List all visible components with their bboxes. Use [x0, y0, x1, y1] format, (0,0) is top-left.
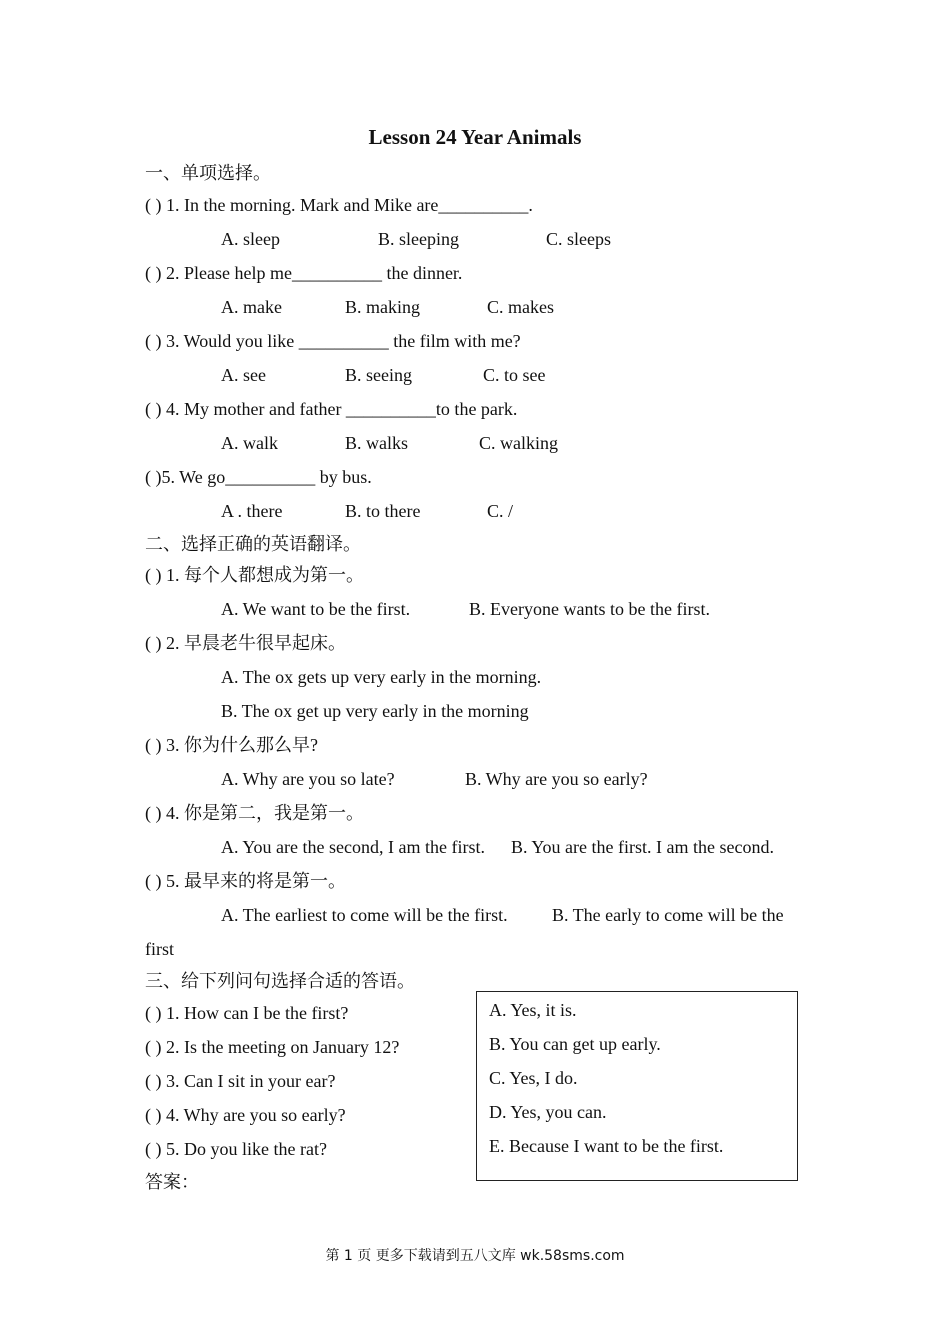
s2-q5-option-b: B. The early to come will be the	[552, 905, 784, 925]
s2-q1-option-b: B. Everyone wants to be the first.	[469, 599, 710, 619]
s2-q5-stem: ( ) 5. 最早来的将是第一。	[145, 871, 346, 891]
s1-q3-option-c: C. to see	[483, 365, 546, 385]
s2-q4-option-a: A. You are the second, I am the first.	[221, 837, 485, 857]
s3-answer-b: B. You can get up early.	[489, 1034, 661, 1054]
s2-q5-option-b-continued: first	[145, 939, 174, 959]
page-footer: 第 1 页 更多下载请到五八文库 wk.58sms.com	[325, 1248, 625, 1264]
s1-q3-option-a: A. see	[221, 365, 266, 385]
s2-q1-stem: ( ) 1. 每个人都想成为第一。	[145, 565, 364, 585]
s1-q5-stem: ( )5. We go__________ by bus.	[145, 467, 372, 487]
s1-q4-option-b: B. walks	[345, 433, 408, 453]
s2-q2-option-a: A. The ox gets up very early in the morning.	[221, 667, 542, 687]
s3-answer-c: C. Yes, I do.	[489, 1068, 578, 1088]
s2-q5-option-a: A. The earliest to come will be the first.	[221, 905, 508, 925]
s3-question-3: ( ) 3. Can I sit in your ear?	[145, 1071, 336, 1091]
s2-q3-option-b: B. Why are you so early?	[465, 769, 648, 789]
s3-answer-e: E. Because I want to be the first.	[489, 1136, 724, 1156]
s1-q4-option-c: C. walking	[479, 433, 558, 453]
s3-question-1: ( ) 1. How can I be the first?	[145, 1003, 349, 1023]
s1-q4-option-a: A. walk	[221, 433, 278, 453]
s1-q5-option-c: C. /	[487, 501, 514, 521]
s2-q3-option-a: A. Why are you so late?	[221, 769, 395, 789]
s3-question-5: ( ) 5. Do you like the rat?	[145, 1139, 327, 1159]
s1-q1-option-b: B. sleeping	[378, 229, 459, 249]
s2-q4-option-b: B. You are the first. I am the second.	[511, 837, 774, 857]
s3-answer-d: D. Yes, you can.	[489, 1102, 607, 1122]
page-title: Lesson 24 Year Animals	[368, 125, 582, 149]
s2-q1-option-a: A. We want to be the first.	[221, 599, 411, 619]
s1-q2-stem: ( ) 2. Please help me__________ the dinner.	[145, 263, 463, 283]
s3-question-2: ( ) 2. Is the meeting on January 12?	[145, 1037, 400, 1057]
s1-q1-option-a: A. sleep	[221, 229, 280, 249]
s3-answer-a: A. Yes, it is.	[489, 1000, 577, 1020]
answer-label: 答案：	[145, 1172, 199, 1192]
section-1-heading: 一、单项选择。	[145, 163, 271, 183]
s3-question-4: ( ) 4. Why are you so early?	[145, 1105, 346, 1125]
s2-q3-stem: ( ) 3. 你为什么那么早?	[145, 735, 318, 755]
s1-q4-stem: ( ) 4. My mother and father __________to the park.	[145, 399, 518, 419]
s1-q2-option-c: C. makes	[487, 297, 554, 317]
s1-q2-option-b: B. making	[345, 297, 420, 317]
s1-q1-option-c: C. sleeps	[546, 229, 611, 249]
s2-q4-stem: ( ) 4. 你是第二，我是第一。	[145, 803, 364, 823]
s2-q2-option-b: B. The ox get up very early in the morning	[221, 701, 529, 721]
s1-q3-stem: ( ) 3. Would you like __________ the film with me?	[145, 331, 521, 351]
s1-q5-option-a: A . there	[221, 501, 283, 521]
section-2-heading: 二、选择正确的英语翻译。	[145, 534, 361, 554]
s1-q3-option-b: B. seeing	[345, 365, 412, 385]
s1-q5-option-b: B. to there	[345, 501, 421, 521]
s2-q2-stem: ( ) 2. 早晨老牛很早起床。	[145, 633, 346, 653]
section-3-heading: 三、给下列问句选择合适的答语。	[145, 971, 415, 991]
s1-q2-option-a: A. make	[221, 297, 282, 317]
s1-q1-stem: ( ) 1. In the morning. Mark and Mike are__________.	[145, 195, 533, 215]
